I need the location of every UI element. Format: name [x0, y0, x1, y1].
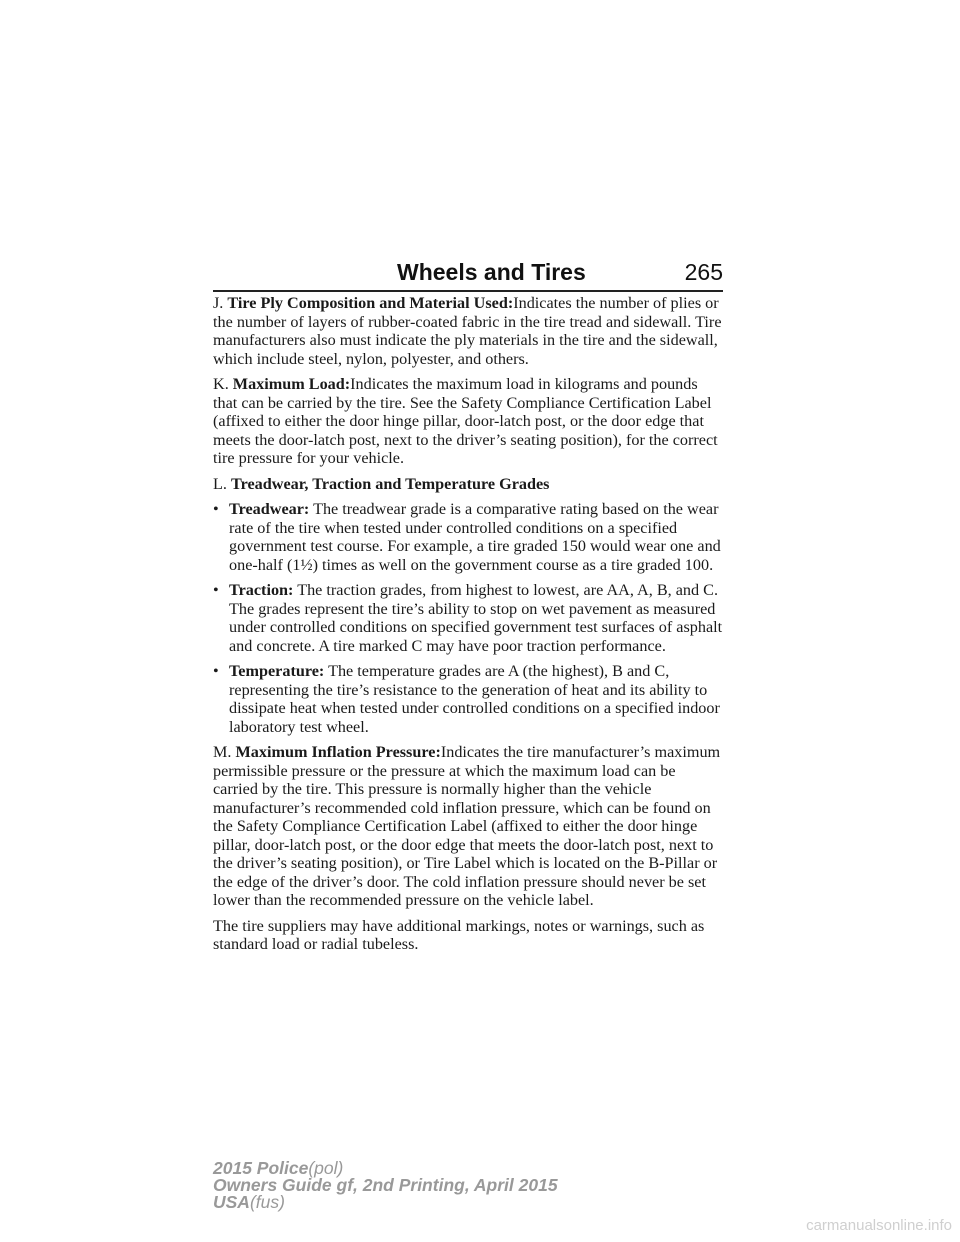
bullet-temperature: [213, 662, 723, 736]
section-title: Wheels and Tires: [397, 259, 586, 285]
item-j: [213, 294, 723, 368]
bullet-traction: [213, 581, 723, 655]
footer-market: USA: [213, 1192, 250, 1212]
item-l-prefix: L.: [213, 474, 227, 493]
bullet-temperature-text: The temperature grades are A (the highest), B and C, representing the tire’s resistance to the generation of heat and its ability to dissipate heat when tested under controlled conditions on a specified indoor laboratory test wheel.: [229, 662, 720, 736]
footer-model: 2015 Police: [213, 1158, 309, 1178]
bullet-treadwear: [213, 500, 723, 574]
watermark: carmanualsonline.info: [806, 1217, 952, 1234]
footer-line-2: Owners Guide gf, 2nd Printing, April 2015: [213, 1175, 558, 1195]
item-j-text: Indicates the number of plies or the number of layers of rubber-coated fabric in the tire tread and sidewall. Tire manufacturers also must indicate the ply materials in the tire and the sidewall, which include steel, nylon, polyester, and others.: [213, 294, 722, 368]
item-k: [213, 375, 723, 468]
footer-model-code: (pol): [308, 1158, 344, 1178]
bullet-treadwear-text: The treadwear grade is a comparative rating based on the wear rate of the tire when tested under controlled conditions on a specified government test course. For example, a tire graded 150 would wear one and one-half (1½) times as well on the government course as a tire graded 100.: [229, 500, 721, 574]
bullet-traction-text: The traction grades, from highest to lowest, are AA, A, B, and C. The grades represent the tire’s ability to stop on wet pavement as measured under controlled conditions on specified government test surfaces of asphalt and concrete. A tire marked C may have poor traction performance.: [229, 581, 723, 655]
item-m-text: Indicates the tire manufacturer’s maximum permissible pressure or the pressure at which the maximum load can be carried by the tire. This pressure is normally higher than the vehicle manufacturer’s recommended cold inflation pressure, which can be found on the Safety Compliance Certification Label (affixed to either the door hinge pillar, door-latch post, or the door edge that meets the door-latch post, next to the driver’s seating position), or Tire Label which is located on the B-Pillar or the edge of the driver’s door. The cold inflation pressure should never be set lower than the recommended pressure on the vehicle label.: [213, 743, 721, 909]
item-k-label: Maximum Load:: [232, 375, 351, 393]
item-l: [213, 475, 723, 494]
page-content: [213, 294, 723, 961]
bullet-dot-icon: •: [213, 581, 219, 599]
footer-market-code: (fus): [249, 1192, 285, 1212]
item-j-prefix: J.: [213, 294, 224, 312]
item-m-label: Maximum Inflation Pressure:: [235, 743, 441, 761]
footer-line-3: [213, 1194, 558, 1211]
page-header: [213, 258, 723, 292]
item-j-label: Tire Ply Composition and Material Used:: [227, 294, 514, 312]
bullet-dot-icon: •: [213, 662, 219, 680]
bullet-traction-label: Traction:: [229, 581, 294, 599]
page-number: 265: [684, 259, 723, 285]
bullet-temperature-label: Temperature:: [229, 662, 325, 680]
closing-paragraph: The tire suppliers may have additional markings, notes or warnings, such as standard load or radial tubeless.: [213, 916, 705, 953]
item-k-prefix: K.: [213, 375, 229, 393]
item-k-text: Indicates the maximum load in kilograms and pounds that can be carried by the tire. See the Safety Compliance Certification Label (affixed to either the door hinge pillar, door-latch post, or the door edge that meets the door-latch post, next to the driver’s seating position), for the correct tire pressure for your vehicle.: [213, 375, 718, 467]
item-m: [213, 743, 723, 910]
bullet-treadwear-label: Treadwear:: [229, 500, 310, 518]
bullet-dot-icon: •: [213, 500, 219, 518]
document-footer: [213, 1160, 558, 1211]
item-m-prefix: M.: [213, 743, 232, 761]
item-l-label: Treadwear, Traction and Temperature Grades: [230, 474, 550, 493]
